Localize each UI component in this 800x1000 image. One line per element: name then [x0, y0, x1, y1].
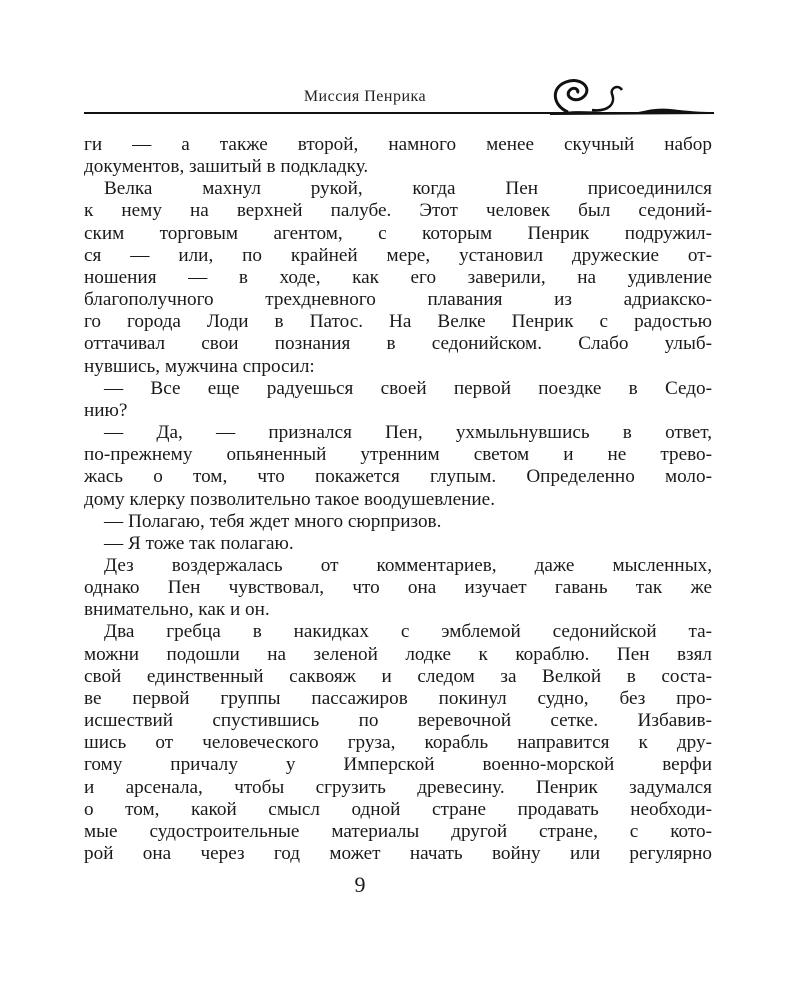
text-line: Два гребца в накидках с эмблемой седонийской та-: [104, 621, 712, 643]
text-line: и арсенала, чтобы сгрузить древесину. Пенрик задумался: [84, 776, 712, 798]
text-line: — Да, — признался Пен, ухмыльнувшись в ответ,: [104, 422, 712, 444]
page-number: 9: [354, 872, 366, 897]
text-line: Дез воздержалась от комментариев, даже мысленных,: [104, 554, 712, 576]
text-line: нию?: [84, 399, 128, 421]
text-line: внимательно, как и он.: [84, 599, 270, 621]
text-line: о том, какой смысл одной стране продавать необходи-: [84, 798, 712, 820]
text-line: исшествий спустившись по веревочной сетке. Избавив-: [84, 710, 712, 732]
text-line: ским торговым агентом, с которым Пенрик подружил-: [84, 222, 712, 244]
text-line: гому причалу у Имперской военно-морской верфи: [84, 754, 712, 776]
text-line: можни подошли на зеленой лодке к кораблю. Пен взял: [84, 643, 712, 665]
text-line: шись от человеческого груза, корабль направится к дру-: [84, 732, 712, 754]
text-line: ги — а также второй, намного менее скучный набор: [84, 134, 712, 155]
text-line: однако Пен чувствовал, что она изучает гавань так же: [84, 577, 712, 599]
text-line: благополучного трехдневного плавания из адриакско-: [84, 289, 712, 311]
text-line: ве первой группы пассажиров покинул судно, без про-: [84, 687, 712, 709]
text-line: — Я тоже так полагаю.: [104, 532, 294, 554]
text-line: по-прежнему опьяненный утренним светом и не трево-: [84, 444, 712, 466]
text-line: Велка махнул рукой, когда Пен присоединился: [104, 178, 712, 200]
swirl-ornament-icon: [548, 76, 714, 116]
text-line: документов, зашитый в подкладку.: [84, 156, 369, 178]
text-line: — Все еще радуешься своей первой поездке в Седо-: [104, 377, 712, 399]
text-line: жась о том, что покажется глупым. Определенно моло-: [84, 466, 712, 488]
text-line: ся — или, по крайней мере, установил дружеские от-: [84, 244, 712, 266]
text-line: нувшись, мужчина спросил:: [84, 355, 315, 377]
page-body-text: [84, 134, 712, 865]
text-line: ношения — в ходе, как его заверили, на удивление: [84, 266, 712, 288]
running-header-title: Миссия Пенрика: [303, 88, 427, 105]
text-line: дому клерку позволительно такое воодушевление.: [84, 488, 495, 510]
text-line: мые судостроительные материалы другой стране, с кото-: [84, 820, 712, 842]
text-line: свой единственный саквояж и следом за Велкой в соста-: [84, 665, 712, 687]
text-line: к нему на верхней палубе. Этот человек был седоний-: [84, 200, 712, 222]
text-line: го города Лоди в Патос. На Велке Пенрик с радостью: [84, 311, 712, 333]
text-line: оттачивал свои познания в седонийском. Слабо улыб-: [84, 333, 712, 355]
text-line: — Полагаю, тебя ждет много сюрпризов.: [104, 510, 442, 532]
text-line: рой она через год может начать войну или регулярно: [84, 843, 712, 864]
